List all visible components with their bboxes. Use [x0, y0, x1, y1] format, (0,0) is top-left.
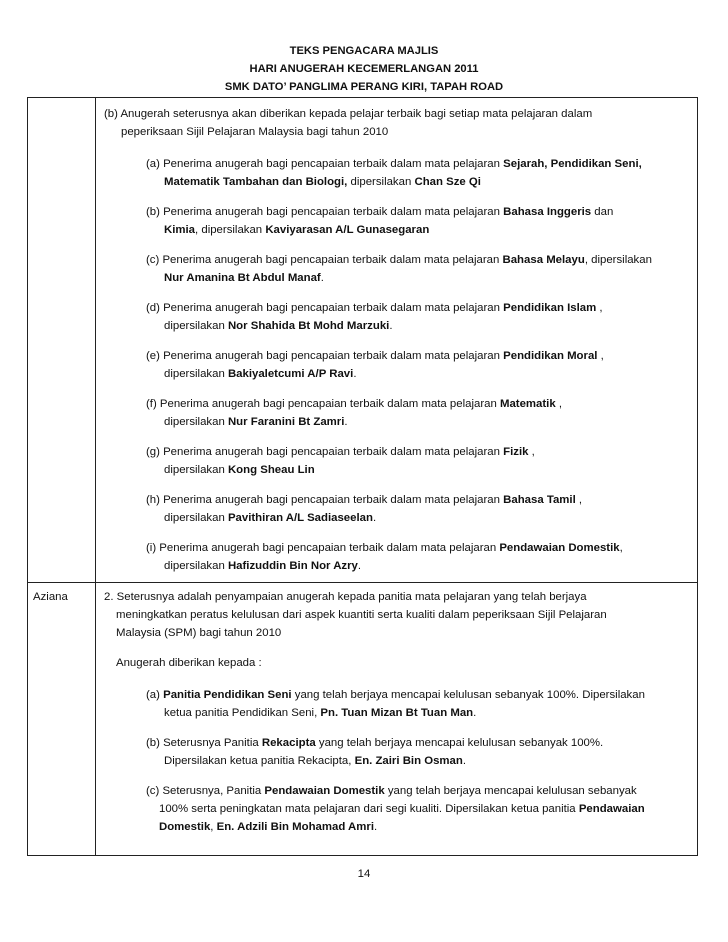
subjects-bold: Sejarah, Pendidikan Seni, [503, 158, 642, 170]
award-item-g-line-2: dipersilakan Kong Sheau Lin [164, 464, 315, 476]
award-item-a-line-1: (a) Penerima anugerah bagi pencapaian terbaik dalam mata pelajaran Sejarah, Pendidikan Seni, [146, 158, 642, 170]
award-item-i-line-1: (i) Penerima anugerah bagi pencapaian terbaik dalam mata pelajaran Pendawaian Domestik, [146, 542, 623, 554]
panitia-item-c-line-1: (c) Seterusnya, Panitia Pendawaian Domestik yang telah berjaya mencapai kelulusan sebanyak [146, 785, 637, 797]
speaker-name: Aziana [33, 591, 68, 603]
award-item-e-line-1: (e) Penerima anugerah bagi pencapaian terbaik dalam mata pelajaran Pendidikan Moral , [146, 350, 604, 362]
panitia-item-b-line-1: (b) Seterusnya Panitia Rekacipta yang telah berjaya mencapai kelulusan sebanyak 100%. [146, 737, 604, 749]
award-item-b-line-1: (b) Penerima anugerah bagi pencapaian terbaik dalam mata pelajaran Bahasa Inggeris dan [146, 206, 614, 218]
header-line-3: SMK DATO’ PANGLIMA PERANG KIRI, TAPAH ROAD [224, 81, 504, 93]
recipient-name: Pavithiran A/L Sadiaseelan [227, 512, 373, 524]
row1-intro-line-2: peperiksaan Sijil Pelajaran Malaysia bagi tahun 2010 [121, 126, 389, 138]
award-item-f-line-1: (f) Penerima anugerah bagi pencapaian terbaik dalam mata pelajaran Matematik , [146, 398, 563, 410]
panitia-item-c-line-3: Domestik, En. Adzili Bin Mohamad Amri. [159, 821, 378, 833]
award-item-i-line-2: dipersilakan Hafizuddin Bin Nor Azry. [164, 560, 362, 572]
head-name: En. Adzili Bin Mohamad Amri [216, 821, 374, 833]
panitia-item-a-line-1: (a) Panitia Pendidikan Seni yang telah berjaya mencapai kelulusan sebanyak 100%. Dipersilakan [146, 689, 645, 701]
panitia-item-b-line-2: Dipersilakan ketua panitia Rekacipta, En. Zairi Bin Osman. [164, 755, 466, 767]
row2-para-line-1: 2. Seterusnya adalah penyampaian anugerah kepada panitia mata pelajaran yang telah berjaya [104, 591, 587, 603]
recipient-name: Nor Shahida Bt Mohd Marzuki [227, 320, 390, 332]
table-left-border [27, 97, 28, 856]
page-number: 14 [357, 868, 371, 880]
recipient-name: Chan Sze Qi [414, 176, 481, 188]
award-item-d-line-1: (d) Penerima anugerah bagi pencapaian terbaik dalam mata pelajaran Pendidikan Islam , [146, 302, 603, 314]
award-item-c-line-1: (c) Penerima anugerah bagi pencapaian terbaik dalam mata pelajaran Bahasa Melayu, dipersilakan [146, 254, 652, 266]
given-to-label: Anugerah diberikan kepada : [116, 657, 262, 669]
row2-para-line-3: Malaysia (SPM) bagi tahun 2010 [116, 627, 282, 639]
header-line-1: TEKS PENGACARA MAJLIS [289, 45, 439, 57]
recipient-name: Kong Sheau Lin [227, 464, 315, 476]
award-item-b-line-2: Kimia, dipersilakan Kaviyarasan A/L Gunasegaran [164, 224, 430, 236]
row2-para-line-2: meningkatkan peratus kelulusan dari aspek kuantiti serta kualiti dalam peperiksaan Sijil Pelajaran [116, 609, 607, 621]
document-header [0, 42, 728, 96]
header-line-2: HARI ANUGERAH KECEMERLANGAN 2011 [249, 63, 479, 75]
recipient-name: Hafizuddin Bin Nor Azry [227, 560, 358, 572]
award-item-h-line-2: dipersilakan Pavithiran A/L Sadiaseelan. [164, 512, 377, 524]
recipient-name: Nur Faranini Bt Zamri [227, 416, 345, 428]
table-bottom-border [27, 855, 698, 856]
recipient-name: Kaviyarasan A/L Gunasegaran [265, 224, 430, 236]
award-item-d-line-2: dipersilakan Nor Shahida Bt Mohd Marzuki. [164, 320, 393, 332]
panitia-item-a-line-2: ketua panitia Pendidikan Seni, Pn. Tuan Mizan Bt Tuan Man. [164, 707, 477, 719]
table-column-divider [95, 97, 96, 856]
recipient-name: Nur Amanina Bt Abdul Manaf [164, 272, 321, 284]
table-row-divider [27, 582, 698, 583]
recipient-name: Bakiyaletcumi A/P Ravi [227, 368, 354, 380]
award-item-a-line-2: Matematik Tambahan dan Biologi, dipersilakan Chan Sze Qi [164, 176, 481, 188]
award-item-h-line-1: (h) Penerima anugerah bagi pencapaian terbaik dalam mata pelajaran Bahasa Tamil , [146, 494, 583, 506]
table-top-border [27, 97, 698, 98]
table-right-border [697, 97, 698, 856]
head-name: Pn. Tuan Mizan Bt Tuan Man [320, 707, 474, 719]
head-name: En. Zairi Bin Osman [354, 755, 463, 767]
award-item-e-line-2: dipersilakan Bakiyaletcumi A/P Ravi. [164, 368, 357, 380]
award-item-c-line-2: Nur Amanina Bt Abdul Manaf. [164, 272, 324, 284]
row1-intro-line-1: (b) Anugerah seterusnya akan diberikan kepada pelajar terbaik bagi setiap mata pelajaran dalam [104, 108, 593, 120]
panitia-item-c-line-2: 100% serta peningkatan mata pelajaran dari segi kualiti. Dipersilakan ketua panitia Pendawaian [159, 803, 645, 815]
award-item-g-line-1: (g) Penerima anugerah bagi pencapaian terbaik dalam mata pelajaran Fizik , [146, 446, 535, 458]
award-item-f-line-2: dipersilakan Nur Faranini Bt Zamri. [164, 416, 348, 428]
